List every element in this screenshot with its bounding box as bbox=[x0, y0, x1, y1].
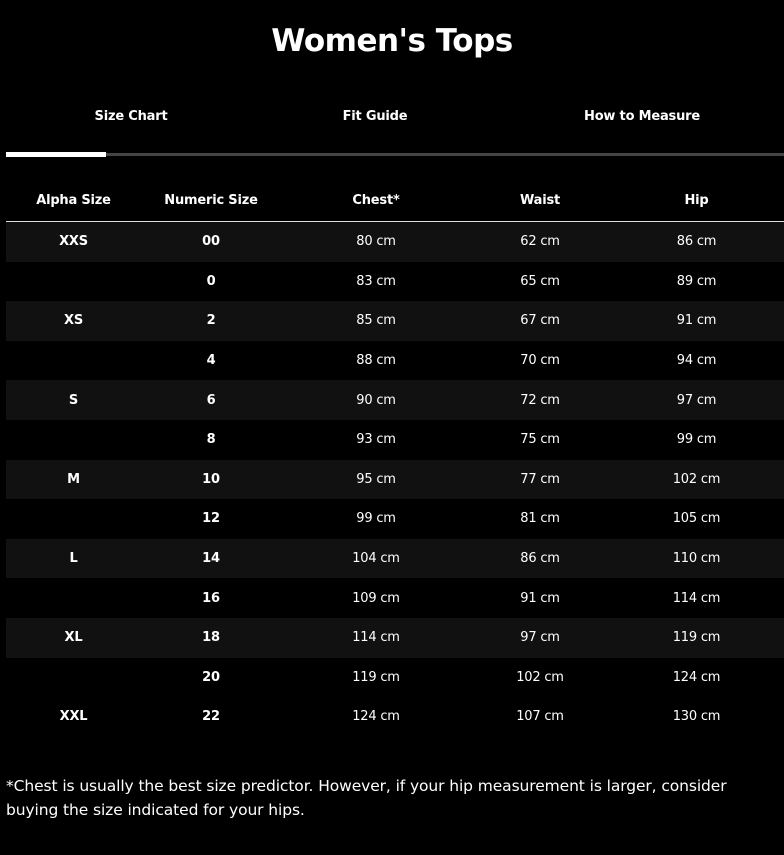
cell-hip: 105 cm bbox=[672, 511, 721, 527]
cell-numeric-size: 12 bbox=[202, 511, 220, 527]
table-header-row bbox=[6, 180, 784, 222]
cell-chest: 80 cm bbox=[281, 222, 471, 262]
size-chart-table bbox=[6, 180, 784, 737]
cell-numeric-size: 0 bbox=[206, 273, 216, 289]
cell-waist: 81 cm bbox=[520, 511, 560, 527]
header-numeric-size: Numeric Size bbox=[141, 180, 281, 222]
header-alpha-size: Alpha Size bbox=[6, 180, 141, 222]
cell-alpha-size: S bbox=[6, 380, 141, 420]
table-row bbox=[6, 697, 784, 737]
cell-hip: 130 cm bbox=[609, 697, 784, 737]
cell-waist: 102 cm bbox=[516, 669, 564, 685]
cell-waist: 65 cm bbox=[520, 273, 560, 289]
cell-numeric-size: 20 bbox=[202, 669, 220, 685]
cell-waist: 70 cm bbox=[520, 353, 560, 369]
cell-waist: 97 cm bbox=[471, 618, 609, 658]
cell-waist: 62 cm bbox=[471, 222, 609, 262]
tab-track bbox=[6, 153, 784, 156]
table-row bbox=[6, 658, 784, 698]
cell-chest: 99 cm bbox=[356, 511, 396, 527]
cell-chest: 114 cm bbox=[281, 618, 471, 658]
cell-chest: 124 cm bbox=[281, 697, 471, 737]
cell-hip: 97 cm bbox=[609, 380, 784, 420]
cell-chest: 119 cm bbox=[352, 669, 400, 685]
table-row bbox=[6, 301, 784, 341]
table-row bbox=[6, 618, 784, 658]
cell-chest: 88 cm bbox=[356, 353, 396, 369]
cell-hip: 110 cm bbox=[609, 539, 784, 579]
cell-alpha-size bbox=[6, 341, 141, 381]
header-hip: Hip bbox=[609, 180, 784, 222]
cell-chest: 83 cm bbox=[356, 273, 396, 289]
cell-numeric-size: 00 bbox=[141, 222, 281, 262]
cell-numeric-size: 6 bbox=[141, 380, 281, 420]
cell-numeric-size: 2 bbox=[141, 301, 281, 341]
cell-chest: 95 cm bbox=[281, 460, 471, 500]
tab-size-chart[interactable]: Size Chart bbox=[94, 109, 168, 124]
cell-numeric-size: 10 bbox=[141, 460, 281, 500]
tab-how-to-measure[interactable]: How to Measure bbox=[584, 109, 700, 124]
cell-waist: 86 cm bbox=[471, 539, 609, 579]
cell-waist: 72 cm bbox=[471, 380, 609, 420]
cell-hip: 86 cm bbox=[609, 222, 784, 262]
cell-alpha-size bbox=[6, 499, 141, 539]
cell-numeric-size: 4 bbox=[206, 353, 216, 369]
cell-waist: 77 cm bbox=[471, 460, 609, 500]
cell-hip: 94 cm bbox=[676, 353, 717, 369]
table-row bbox=[6, 460, 784, 500]
table-row bbox=[6, 578, 784, 618]
cell-waist: 75 cm bbox=[520, 432, 560, 448]
cell-hip: 102 cm bbox=[609, 460, 784, 500]
table-row bbox=[6, 539, 784, 579]
cell-waist: 91 cm bbox=[520, 590, 560, 606]
tab-fit-guide[interactable]: Fit Guide bbox=[342, 109, 408, 124]
cell-alpha-size bbox=[6, 658, 141, 698]
tab-bar bbox=[0, 100, 784, 158]
cell-hip: 91 cm bbox=[609, 301, 784, 341]
cell-alpha-size: M bbox=[6, 460, 141, 500]
cell-hip: 114 cm bbox=[672, 590, 721, 606]
cell-hip: 119 cm bbox=[609, 618, 784, 658]
page-title: Women's Tops bbox=[271, 23, 513, 59]
table-row bbox=[6, 222, 784, 262]
cell-waist: 67 cm bbox=[471, 301, 609, 341]
cell-alpha-size bbox=[6, 578, 141, 618]
cell-alpha-size: L bbox=[6, 539, 141, 579]
cell-numeric-size: 18 bbox=[141, 618, 281, 658]
table-row bbox=[6, 341, 784, 381]
cell-alpha-size: XXS bbox=[6, 222, 141, 262]
cell-chest: 109 cm bbox=[352, 590, 400, 606]
cell-waist: 107 cm bbox=[471, 697, 609, 737]
cell-chest: 90 cm bbox=[281, 380, 471, 420]
chest-footnote: *Chest is usually the best size predictor. However, if your hip measurement is larger, consider buying the size indicated for your hips. bbox=[6, 777, 727, 819]
cell-chest: 93 cm bbox=[356, 432, 396, 448]
cell-alpha-size: XL bbox=[6, 618, 141, 658]
cell-numeric-size: 16 bbox=[202, 590, 220, 606]
cell-numeric-size: 8 bbox=[206, 432, 216, 448]
cell-alpha-size bbox=[6, 420, 141, 460]
size-chart-table-container bbox=[6, 180, 784, 737]
tab-active-indicator bbox=[6, 152, 106, 157]
cell-hip: 89 cm bbox=[676, 273, 717, 289]
header-chest: Chest* bbox=[281, 180, 471, 222]
cell-alpha-size: XS bbox=[6, 301, 141, 341]
table-row bbox=[6, 499, 784, 539]
cell-alpha-size bbox=[6, 262, 141, 302]
table-row bbox=[6, 380, 784, 420]
table-row bbox=[6, 420, 784, 460]
cell-numeric-size: 14 bbox=[141, 539, 281, 579]
header-waist: Waist bbox=[471, 180, 609, 222]
cell-numeric-size: 22 bbox=[141, 697, 281, 737]
cell-chest: 104 cm bbox=[281, 539, 471, 579]
cell-alpha-size: XXL bbox=[6, 697, 141, 737]
cell-chest: 85 cm bbox=[281, 301, 471, 341]
cell-hip: 124 cm bbox=[672, 669, 721, 685]
cell-hip: 99 cm bbox=[676, 432, 717, 448]
table-row bbox=[6, 262, 784, 302]
